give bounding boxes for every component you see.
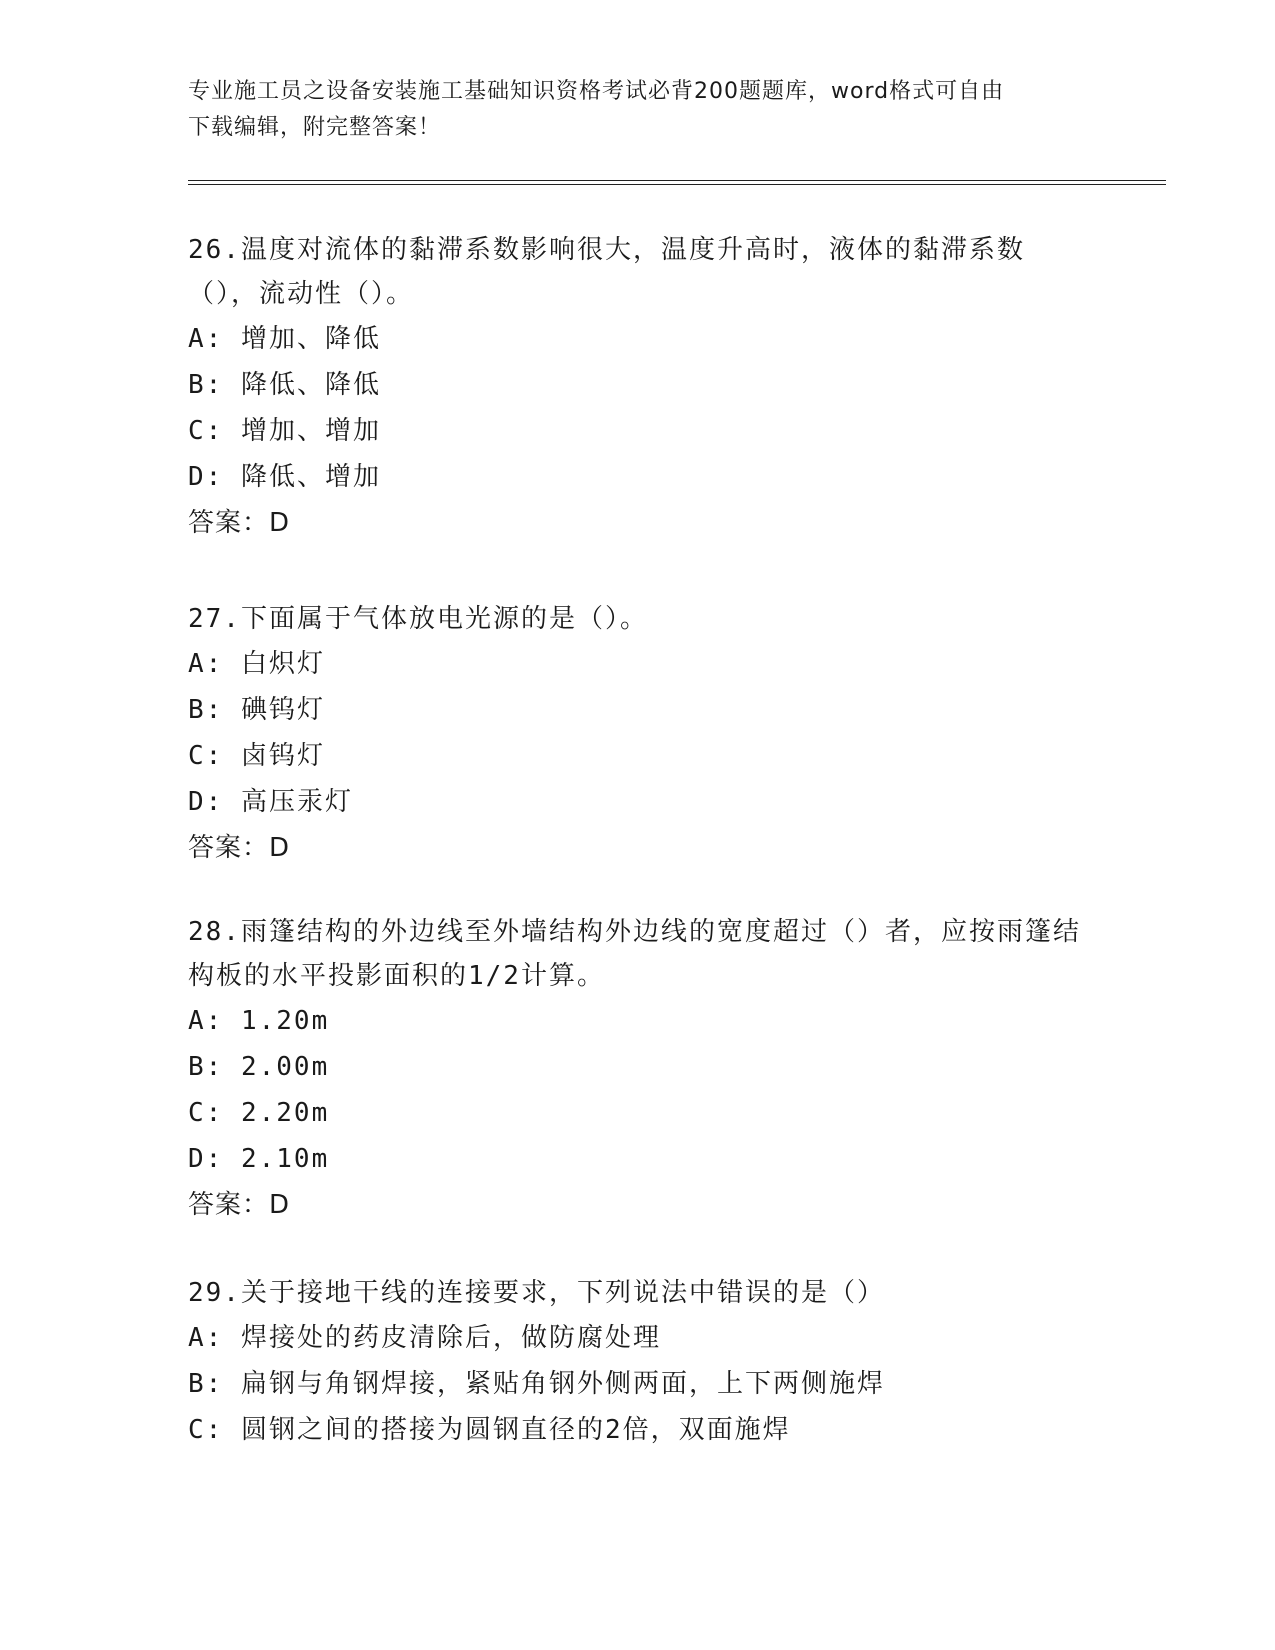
header-divider-top bbox=[188, 180, 1166, 181]
option-a: A: 1.20m bbox=[188, 1006, 330, 1036]
question-stem: 29.关于接地干线的连接要求，下列说法中错误的是（） bbox=[188, 1278, 885, 1308]
answer-label: 答案：D bbox=[188, 508, 291, 538]
answer-label: 答案：D bbox=[188, 1190, 291, 1220]
option-c: C: 2.20m bbox=[188, 1098, 330, 1128]
option-b: B: 碘钨灯 bbox=[188, 695, 325, 725]
option-b: B: 2.00m bbox=[188, 1052, 330, 1082]
question-28 bbox=[188, 910, 1088, 1228]
header-line-2: 下载编辑，附完整答案！ bbox=[188, 115, 442, 140]
option-d: D: 高压汞灯 bbox=[188, 787, 353, 817]
option-b: B: 降低、降低 bbox=[188, 370, 381, 400]
option-c: C: 卤钨灯 bbox=[188, 741, 325, 771]
question-stem: 26.温度对流体的黏滞系数影响很大，温度升高时，液体的黏滞系数（），流动性（）。 bbox=[188, 235, 1025, 309]
option-a: A: 焊接处的药皮清除后，做防腐处理 bbox=[188, 1323, 661, 1353]
option-d: D: 2.10m bbox=[188, 1144, 330, 1174]
option-d: D: 降低、增加 bbox=[188, 462, 381, 492]
header-line-1: 专业施工员之设备安装施工基础知识资格考试必背200题题库，word格式可自由 bbox=[188, 79, 1005, 104]
option-a: A: 白炽灯 bbox=[188, 649, 325, 679]
question-stem: 28.雨篷结构的外边线至外墙结构外边线的宽度超过（）者，应按雨篷结构板的水平投影面积的1/2计算。 bbox=[188, 917, 1081, 991]
option-c: C: 圆钢之间的搭接为圆钢直径的2倍，双面施焊 bbox=[188, 1415, 791, 1445]
question-29 bbox=[188, 1271, 1088, 1453]
header-divider-bottom bbox=[188, 184, 1166, 185]
answer-label: 答案：D bbox=[188, 833, 291, 863]
question-27 bbox=[188, 597, 1088, 871]
document-header bbox=[188, 74, 1088, 146]
question-stem: 27.下面属于气体放电光源的是（）。 bbox=[188, 604, 648, 634]
question-26 bbox=[188, 228, 1088, 546]
option-b: B: 扁钢与角钢焊接，紧贴角钢外侧两面，上下两侧施焊 bbox=[188, 1369, 885, 1399]
option-a: A: 增加、降低 bbox=[188, 324, 381, 354]
option-c: C: 增加、增加 bbox=[188, 416, 381, 446]
